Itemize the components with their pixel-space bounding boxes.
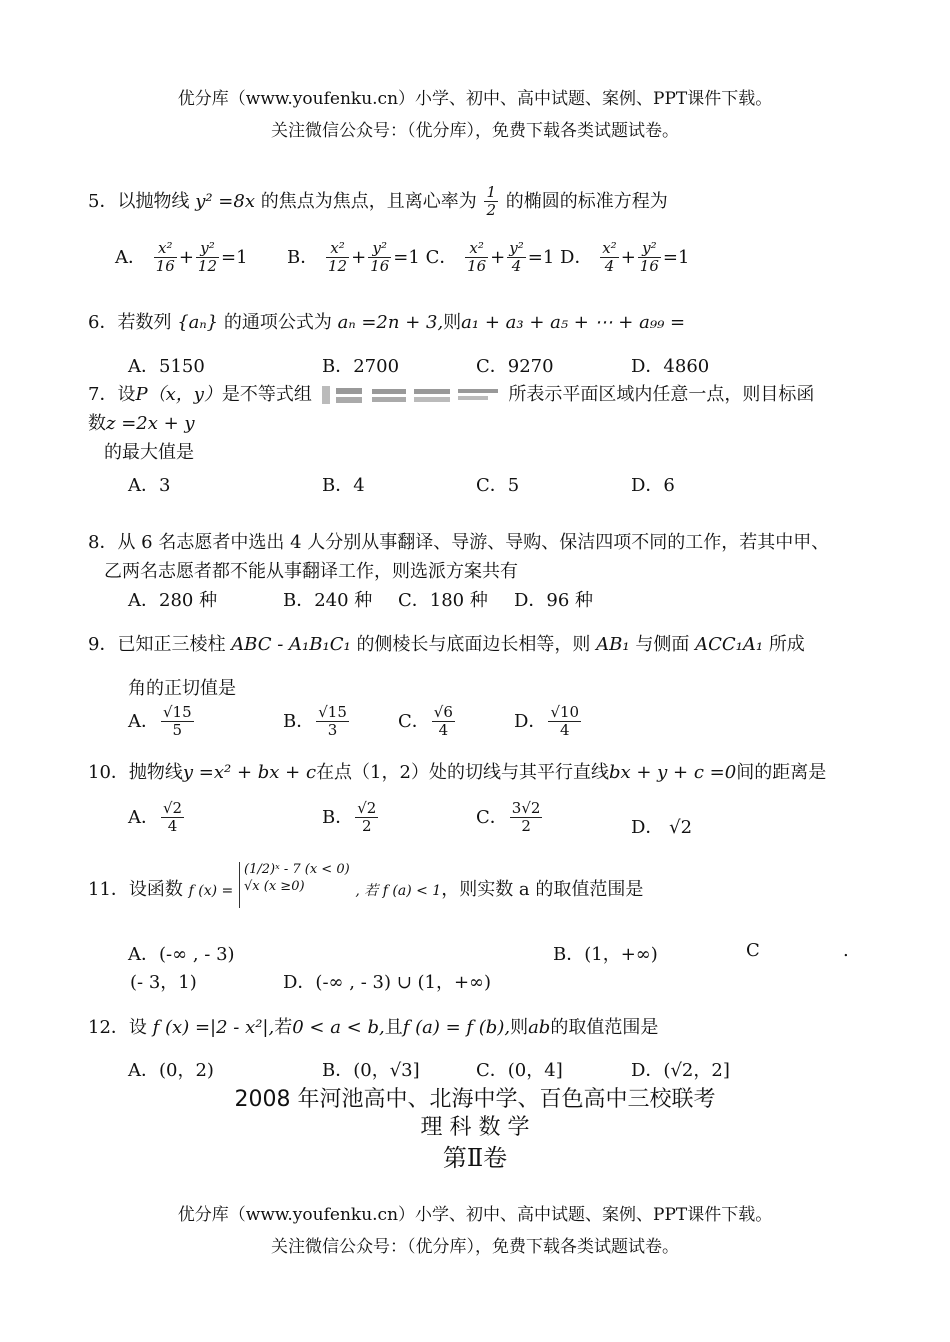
q9-b-num: √15 (318, 703, 347, 721)
q5-frac-den: 2 (486, 201, 496, 220)
q8-option-c: C．180 种 (398, 590, 488, 611)
q5-b-num1: x² (326, 240, 349, 258)
q10-option-a (128, 800, 186, 836)
q9-prism: ABC - A₁B₁C₁ (231, 634, 351, 655)
q7-suffix: 所表示平面区域内任意一点，则目标函 (508, 384, 815, 405)
q9-d-num: √10 (550, 703, 580, 721)
q9-option-c (398, 704, 457, 740)
q10-a-num: √2 (163, 799, 183, 817)
q5-b-den2: 16 (370, 257, 390, 276)
q12-ab: ab (528, 1017, 551, 1038)
question-10 (88, 758, 826, 784)
q10-suffix: 间的距离是 (736, 762, 827, 783)
q9-mid2: 与侧面 (635, 634, 690, 655)
q9-prefix: 9．已知正三棱柱 (88, 634, 226, 655)
q10-c-num: 3√2 (511, 799, 541, 817)
q7-prefix: 7．设 (88, 384, 136, 405)
q9-face: ACC₁A₁ (695, 634, 764, 655)
exam-part: 第Ⅱ卷 (442, 1144, 508, 1172)
q5-suffix: 的椭圆的标准方程为 (505, 190, 668, 212)
footer-line-2: 关注微信公众号：（优分库），免费下载各类试题试卷。 (271, 1237, 679, 1257)
q11-piece-2: √x (x ≥0) (244, 878, 305, 894)
q9-ab1: AB₁ (596, 634, 630, 655)
q8-option-b: B．240 种 (283, 590, 373, 611)
q5-c-num2: y² (509, 239, 524, 257)
question-7-line-2 (88, 409, 195, 435)
q11-option-a: A．(-∞ , - 3) (128, 944, 235, 965)
q6-option-a: A．5150 (128, 356, 205, 377)
q5-a-den2: 12 (197, 257, 218, 276)
q5-a-eq: =1 (221, 246, 248, 268)
q10-d-label: D． (631, 817, 664, 838)
q9-b-label: B． (283, 710, 315, 732)
q11-suffix: ，则实数 a 的取值范围是 (441, 879, 644, 900)
q7-option-d: D．6 (631, 475, 675, 496)
q7-line2-prefix: 数 (88, 413, 106, 434)
q10-c-label: C． (476, 806, 508, 828)
q10-c-den: 2 (521, 817, 531, 836)
q12-mid3: 则 (510, 1017, 529, 1038)
q9-a-label: A． (128, 710, 159, 732)
q5-option-d-label: D． (560, 246, 593, 268)
question-9-line-1 (88, 630, 805, 656)
q5-d-den1: 4 (604, 257, 615, 276)
q5-option-c-label: C． (425, 246, 458, 268)
q10-option-d (631, 813, 692, 839)
q5-a-num2: y² (196, 240, 219, 258)
q8-option-a: A．280 种 (128, 590, 218, 611)
q10-prefix: 10．抛物线 (88, 762, 183, 783)
q5-option-a-label: A． (115, 246, 146, 268)
q7-point: P（x，y） (135, 384, 222, 405)
q10-a-label: A． (128, 806, 159, 828)
header-line-2: 关注微信公众号：（优分库），免费下载各类试题试卷。 (271, 121, 679, 141)
q12-option-c: C．(0，4] (476, 1060, 563, 1081)
q5-a-den1: 16 (155, 257, 175, 276)
q11-option-d: D．(-∞ , - 3) ∪ (1，+∞) (283, 972, 492, 993)
q5-equation: y² =8x (195, 190, 255, 212)
question-7-line-1 (88, 380, 814, 406)
q6-sequence: {aₙ} (177, 312, 219, 333)
q12-mid2: 且 (384, 1017, 403, 1038)
q9-option-b (283, 704, 351, 740)
q11-prefix: 11．设函数 (88, 879, 183, 900)
q5-d-den2: 16 (639, 257, 659, 276)
q9-d-label: D． (514, 710, 547, 732)
question-7-line-3: 的最大值是 (104, 442, 194, 463)
q10-mid: 在点（1，2）处的切线与其平行直线 (316, 762, 609, 783)
q9-b-den: 3 (327, 721, 338, 740)
q9-a-den: 5 (172, 721, 183, 740)
q12-prefix: 12．设 (88, 1017, 147, 1038)
q9-c-label: C． (398, 710, 430, 732)
q6-option-c: C．9270 (476, 356, 554, 377)
q11-option-c-label: C (746, 940, 760, 961)
q8-option-d: D．96 种 (514, 590, 594, 611)
q10-d-value: √2 (669, 817, 693, 838)
q5-option-b-label: B． (287, 246, 319, 268)
question-8-line-1: 8．从 6 名志愿者中选出 4 人分别从事翻译、导游、导购、保洁四项不同的工作，若其中甲、 (88, 532, 830, 553)
q10-b-label: B． (322, 806, 354, 828)
q12-condition: 0 < a < b, (292, 1017, 385, 1038)
q5-a-num1: x² (154, 240, 177, 258)
q6-prefix: 6．若数列 (88, 312, 172, 333)
q11-option-b: B．(1，+∞) (553, 944, 658, 965)
q5-c-den2: 4 (511, 257, 522, 276)
question-9-line-2: 角的正切值是 (128, 678, 236, 699)
q11-piecewise (239, 862, 350, 908)
question-12 (88, 1013, 658, 1039)
q6-then: 则 (443, 312, 462, 333)
q5-frac-num: 1 (486, 183, 496, 201)
exam-subject: 理 科 数 学 (420, 1115, 530, 1140)
q7-mid: 是不等式组 (221, 384, 312, 405)
q11-condition: , 若 f (a) < 1 (355, 883, 442, 899)
q12-option-b: B．(0，√3] (322, 1060, 420, 1081)
question-6 (88, 308, 685, 334)
q9-c-den: 4 (438, 721, 449, 740)
q10-b-den: 2 (362, 817, 372, 836)
q12-fx: f (x) =|2 - x²|, (152, 1017, 275, 1038)
question-11 (88, 862, 644, 908)
q5-c-num1: x² (465, 240, 488, 258)
q5-prefix: 5．以抛物线 (88, 190, 190, 212)
q12-option-d: D．(√2，2] (631, 1060, 730, 1081)
q11-piece-1: (1/2)ˣ - 7 (x < 0) (244, 862, 350, 877)
q6-option-d: D．4860 (631, 356, 710, 377)
q9-mid: 的侧棱长与底面边长相等，则 (356, 634, 591, 655)
q12-suffix: 的取值范围是 (550, 1017, 659, 1038)
q10-a-den: 4 (167, 817, 178, 836)
q5-b-eq: =1 (393, 246, 420, 268)
q9-suffix: 所成 (768, 634, 805, 655)
q12-mid: 若 (274, 1017, 293, 1038)
q5-d-num2: y² (638, 240, 661, 258)
q7-option-c: C．5 (476, 475, 520, 496)
inequality-system-image (318, 384, 503, 406)
q5-c-eq: =1 (527, 246, 555, 268)
q5-c-den1: 16 (467, 257, 487, 276)
q9-option-a (128, 704, 196, 740)
q5-fraction (484, 184, 498, 220)
header-line-1: 优分库（www.youfenku.cn）小学、初中、高中试题、案例、PPT课件下载。 (177, 89, 773, 109)
q10-b-num: √2 (357, 799, 377, 817)
q6-mid: 的通项公式为 (223, 312, 332, 333)
q5-b-num2: y² (368, 240, 391, 258)
q9-c-num: √6 (433, 703, 453, 721)
q12-option-a: A．(0，2) (128, 1060, 214, 1081)
question-8-line-2: 乙两名志愿者都不能从事翻译工作，则选派方案共有 (104, 561, 518, 582)
q11-option-c-dot: . (843, 940, 849, 961)
q7-function: z =2x + y (106, 413, 195, 434)
q11-option-c-value: (- 3，1) (130, 972, 197, 993)
question-5 (88, 184, 668, 220)
q6-formula: aₙ =2n + 3, (337, 312, 444, 333)
exam-title: 2008 年河池高中、北海中学、百色高中三校联考 (234, 1087, 716, 1112)
q5-d-num1: x² (602, 239, 617, 257)
q5-b-den1: 12 (328, 257, 348, 276)
q6-sum: a₁ + a₃ + a₅ + ⋯ + a₉₉ = (461, 312, 686, 333)
q5-d-eq: =1 (662, 246, 690, 268)
q7-option-a: A．3 (128, 475, 171, 496)
q6-option-b: B．2700 (322, 356, 400, 377)
q9-d-den: 4 (559, 721, 570, 740)
footer-line-1: 优分库（www.youfenku.cn）小学、初中、高中试题、案例、PPT课件下载。 (177, 1205, 773, 1225)
q9-a-num: √15 (163, 703, 192, 721)
q10-curve: y =x² + bx + c (182, 762, 317, 783)
q10-option-c (476, 800, 544, 836)
q5-mid: 的焦点为焦点，且离心率为 (260, 190, 477, 212)
q9-option-d (514, 704, 583, 740)
q12-equation: f (a) = f (b), (402, 1017, 511, 1038)
q11-fx: f (x) = (188, 883, 234, 899)
q5-options: A． $\frac{\text{x²}}{16}$ + $\frac{\text{y²}}{12}$ =1 B． $\frac{\text{x²}}{12}$ + $\frac{\text{y²}}{16}$ =1 C． $\frac{\text{x²}}{16}$ + $\frac{\text{y²}}{4}$ =1 D． $\frac{\text{x²}}{4}$ + $\frac{\text{y²}}{16}$ =1 (115, 239, 690, 276)
q10-line: bx + y + c =0 (608, 762, 737, 783)
q10-option-b (322, 800, 380, 836)
q7-option-b: B．4 (322, 475, 365, 496)
